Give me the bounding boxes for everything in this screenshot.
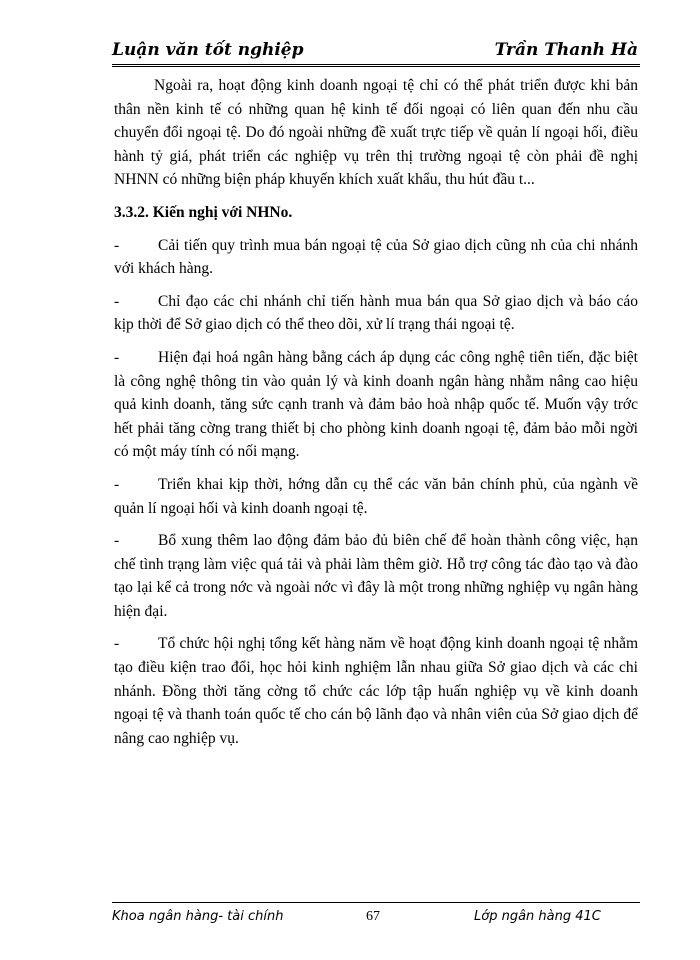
bullet-item [114,290,638,337]
document-body [114,74,638,759]
bullet-item [114,529,638,623]
bullet-item [114,473,638,520]
intro-paragraph: Ngoài ra, hoạt động kinh doanh ngoại tệ chỉ có thể phát triển được khi bản thân nền kinh tế có những quan hệ kinh tế đối ngoại có liên quan đến nhu cầu chuyển đổi ngoại tệ. Do đó ngoài những đề xuất trực tiếp về quản lí ngoại hối, điều hành tỷ giá, phát triển các nghiệp vụ trên thị trường ngoại tệ còn phải đề nghị NHNN có những biện pháp khuyến khích xuất khẩu, thu hút đầu t... [114,77,638,189]
header-author-name: Trần Thanh Hà [494,40,638,60]
page-number: 67 [366,909,380,924]
bullet-marker: - [114,635,120,653]
footer-faculty: Khoa ngân hàng- tài chính [112,909,284,924]
bullet-marker: - [114,475,120,493]
bullet-marker: - [114,348,120,366]
page-footer [112,902,640,933]
footer-class: Lớp ngân hàng 41C [474,909,601,924]
bullet-text: Tổ chức hội nghị tổng kết hàng năm về hoạt động kinh doanh ngoại tệ nhằm tạo điều kiện trao đổi, học hỏi kinh nghiệm lẫn nhau giữa Sở giao dịch và các chi nhánh. Đồng thời tăng cờng tổ chức các lớp tập huấn nghiệp vụ về kinh doanh ngoại tệ và thanh toán quốc tế cho cán bộ lãnh đạo và nhân viên của Sở giao dịch để nâng cao nghiệp vụ. [114,635,638,747]
bullet-marker: - [114,292,120,310]
page-header [112,38,640,67]
section-heading: 3.3.2. Kiến nghị với NHNo. [114,203,293,221]
bullet-text: Triển khai kịp thời, hớng dẫn cụ thể các văn bản chính phủ, của ngành về quản lí ngoại hối và kinh doanh ngoại tệ. [114,475,638,517]
bullet-item [114,346,638,464]
header-thesis-label: Luận văn tốt nghiệp [112,40,304,60]
bullet-marker: - [114,236,120,254]
bullet-marker: - [114,532,120,550]
bullet-text: Bổ xung thêm lao động đảm bảo đủ biên chế để hoàn thành công việc, hạn chế tình trạng làm việc quá tải và phải làm thêm giờ. Hỗ trợ công tác đào tạo và đào tạo lại kể cả trong nớc và ngoài nớc vì đây là một trong những nghiệp vụ ngân hàng hiện đại. [114,532,638,620]
bullet-text: Hiện đại hoá ngân hàng bằng cách áp dụng các công nghệ tiên tiến, đặc biệt là công nghệ thông tin vào quản lý và kinh doanh ngân hàng nhằm nâng cao hiệu quả kinh doanh, tăng sức cạnh tranh và đảm bảo hoà nhập quốc tế. Muốn vậy trớc hết phải tăng cờng trang thiết bị cho phòng kinh doanh ngoại tệ, đảm bảo mỗi ngời có một máy tính có nối mạng. [114,348,638,461]
bullet-text: Cải tiến quy trình mua bán ngoại tệ của Sở giao dịch cũng nh của chi nhánh với khách hàng. [114,236,638,278]
bullet-item [114,632,638,750]
bullet-text: Chỉ đạo các chi nhánh chỉ tiến hành mua bán qua Sở giao dịch và báo cáo kịp thời để Sở giao dịch có thể theo dõi, xử lí trạng thái ngoại tệ. [114,292,638,334]
bullet-item [114,234,638,281]
